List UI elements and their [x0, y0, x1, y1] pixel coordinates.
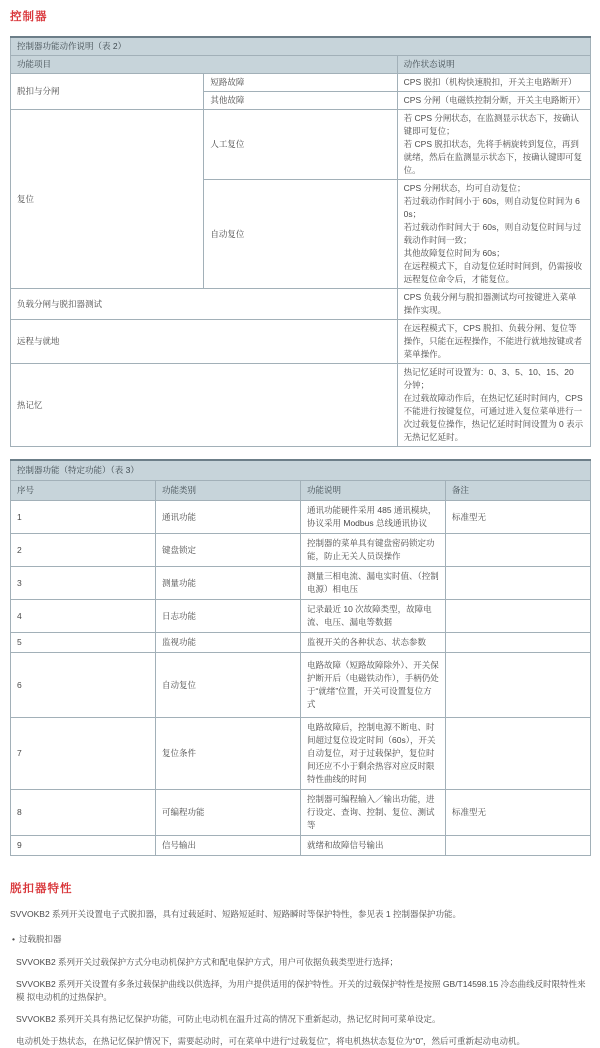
table2-reset-auto-line: CPS 分闸状态，均可自动复位； [403, 183, 526, 193]
table3-cell-category: 监视功能 [156, 633, 301, 653]
overload-paragraph: 电动机处于热状态，在热记忆保护情况下，需要起动时，可在菜单中进行“过载复位”，将电机热状态复位为“0”，然后可重新起动电动机。 [16, 1036, 526, 1046]
overload-release-bullet [12, 933, 592, 946]
table3-cell-no: 8 [11, 790, 156, 836]
table2-trip-short-label: 短路故障 [204, 74, 397, 92]
table3-cell-note [446, 633, 591, 653]
table3-cell-note [446, 653, 591, 718]
table3-cell-desc: 通讯功能硬件采用 485 通讯模块，协议采用 Modbus 总线通讯协议 [301, 501, 446, 534]
table2-thermal-line: 在过载故障动作后，在热记忆延时时间内，CPS 不能进行按键复位，可通过进入复位菜单进行一次过载复位操作，热记忆延时时间设置为 0 表示无热记忆延时。 [403, 393, 584, 442]
table3-cell-note [446, 567, 591, 600]
table3-cell-desc: 记录最近 10 次故障类型，故障电流、电压、漏电等数据 [301, 600, 446, 633]
table2-reset-auto-line: 若过载动作时间小于 60s，则自动复位时间为 60s； [403, 196, 580, 219]
table2-reset-manual-label: 人工复位 [204, 110, 397, 180]
table3-cell-category: 测量功能 [156, 567, 301, 600]
table3-cell-desc: 测量三相电流、漏电实时值、（控制电源）相电压 [301, 567, 446, 600]
table3-cell-category: 可编程功能 [156, 790, 301, 836]
table2-reset-manual-desc [397, 110, 590, 180]
table-row [11, 534, 591, 567]
table2-trip-other-label: 其他故障 [204, 92, 397, 110]
table2-header-item: 功能项目 [11, 56, 398, 74]
table3-cell-no: 4 [11, 600, 156, 633]
table3-cell-no: 2 [11, 534, 156, 567]
table3-cell-category: 键盘锁定 [156, 534, 301, 567]
controller-function-table [10, 36, 591, 447]
controller-specific-function-table [10, 459, 591, 856]
table2-reset-auto-line: 若过载动作时间大于 60s，则自动复位时间与过载动作时间一致； [403, 222, 582, 245]
page-title-controller: 控制器 [10, 11, 48, 23]
table3-cell-desc: 电路故障后，控制电源不断电、时间超过复位设定时间（60s），开关自动复位，对于过载保护，复位时间还应不小于剩余热容对应反时限特性曲线的时间 [301, 718, 446, 790]
table2-trip-short-desc: CPS 脱扣（机构快速脱扣，开关主电路断开） [397, 74, 590, 92]
table2-reset-manual-line: 若 CPS 分闸状态，在监测显示状态下，按确认键即可复位； [403, 113, 579, 136]
table3-cell-category: 自动复位 [156, 653, 301, 718]
table2-caption: 控制器功能动作说明（表 2） [11, 37, 591, 56]
table3-cell-desc: 就绪和故障信号输出 [301, 836, 446, 856]
table3-cell-note [446, 534, 591, 567]
table3-cell-no: 9 [11, 836, 156, 856]
table3-header-no: 序号 [11, 481, 156, 501]
bullet-icon: • [12, 934, 15, 944]
table3-cell-no: 1 [11, 501, 156, 534]
table3-header-note: 备注 [446, 481, 591, 501]
table-row [11, 633, 591, 653]
table3-cell-category: 日志功能 [156, 600, 301, 633]
table3-cell-note [446, 600, 591, 633]
table-row [11, 653, 591, 718]
table3-cell-note [446, 718, 591, 790]
trip-characteristics-section [10, 880, 592, 1048]
table-row [11, 790, 591, 836]
table2-trip-other-desc: CPS 分闸（电磁铁控制分断，开关主电路断开） [397, 92, 590, 110]
table2-reset-manual-line: 若 CPS 脱扣状态，先将手柄旋转到复位，再到就绪，然后在监测显示状态下，按确认键即可复位。 [403, 139, 583, 175]
table-row [11, 718, 591, 790]
table3-cell-no: 7 [11, 718, 156, 790]
table3-caption: 控制器功能（特定功能）（表 3） [11, 460, 591, 481]
table3-cell-note: 标准型无 [446, 501, 591, 534]
table2-thermal-line: 热记忆延时可设置为：0、3、5、10、15、20 分钟； [403, 367, 574, 390]
table-row [11, 836, 591, 856]
table3-cell-desc: 控制器可编程输入／输出功能，进行设定、查询、控制、复位、测试等 [301, 790, 446, 836]
table2-loadtest-label: 负载分闸与脱扣器测试 [11, 289, 398, 320]
table3-cell-note: 标准型无 [446, 790, 591, 836]
table2-header-desc: 动作状态说明 [397, 56, 590, 74]
table2-loadtest-desc: CPS 负载分闸与脱扣器测试均可按键进入菜单操作实现。 [397, 289, 590, 320]
table3-cell-no: 3 [11, 567, 156, 600]
table2-reset-auto-line: 其他故障复位时间为 60s； [403, 248, 505, 258]
table2-group-reset: 复位 [11, 110, 204, 289]
overload-release-bullet-label: 过载脱扣器 [18, 934, 62, 944]
table3-cell-desc: 控制器的菜单具有键盘密码锁定功能，防止无关人员误操作 [301, 534, 446, 567]
table3-cell-desc: 电路故障（短路故障除外）、开关保护断开后（电磁铁动作），手柄仍处于“就绪”位置，开关可设置复位方式 [301, 653, 446, 718]
overload-paragraph: SVVOKB2 系列开关设置有多条过载保护曲线以供选择，为用户提供适用的保护特性。开关的过载保护特性是按照 GB/T14598.15 冷态曲线反时限特性来模 拟电动机的过热保护。 [16, 979, 586, 1002]
table3-cell-category: 通讯功能 [156, 501, 301, 534]
overload-paragraph: SVVOKB2 系列开关过载保护方式分电动机保护方式和配电保护方式，用户可依据负载类型进行选择； [16, 957, 399, 967]
table3-cell-no: 5 [11, 633, 156, 653]
table3-cell-desc: 监视开关的各种状态、状态参数 [301, 633, 446, 653]
table3-cell-category: 信号输出 [156, 836, 301, 856]
table-row [11, 567, 591, 600]
table3-header-desc: 功能说明 [301, 481, 446, 501]
table3-header-category: 功能类别 [156, 481, 301, 501]
table2-remote-desc: 在远程模式下，CPS 脱扣、负载分闸、复位等操作，只能在远程操作，不能进行就地按键或者菜单操作。 [397, 320, 590, 364]
table2-thermal-desc [397, 364, 590, 447]
table2-group-trip: 脱扣与分闸 [11, 74, 204, 110]
table3-cell-note [446, 836, 591, 856]
table2-remote-label: 远程与就地 [11, 320, 398, 364]
table2-reset-auto-desc [397, 180, 590, 289]
table2-reset-auto-line: 在远程模式下，自动复位延时时间到，仍需接收远程复位命令后，才能复位。 [403, 261, 583, 284]
table2-thermal-label: 热记忆 [11, 364, 398, 447]
table3-cell-no: 6 [11, 653, 156, 718]
table2-reset-auto-label: 自动复位 [204, 180, 397, 289]
table-row [11, 501, 591, 534]
table-row [11, 600, 591, 633]
overload-paragraph: SVVOKB2 系列开关具有热记忆保护功能，可防止电动机在温升过高的情况下重新起动，热记忆时间可菜单设定。 [16, 1014, 441, 1024]
trip-intro-paragraph: SVVOKB2 系列开关设置电子式脱扣器，具有过载延时、短路短延时、短路瞬时等保护特性，参见表 1 控制器保护功能。 [10, 909, 462, 919]
page-title-trip-characteristics: 脱扣器特性 [10, 883, 73, 895]
table3-cell-category: 复位条件 [156, 718, 301, 790]
